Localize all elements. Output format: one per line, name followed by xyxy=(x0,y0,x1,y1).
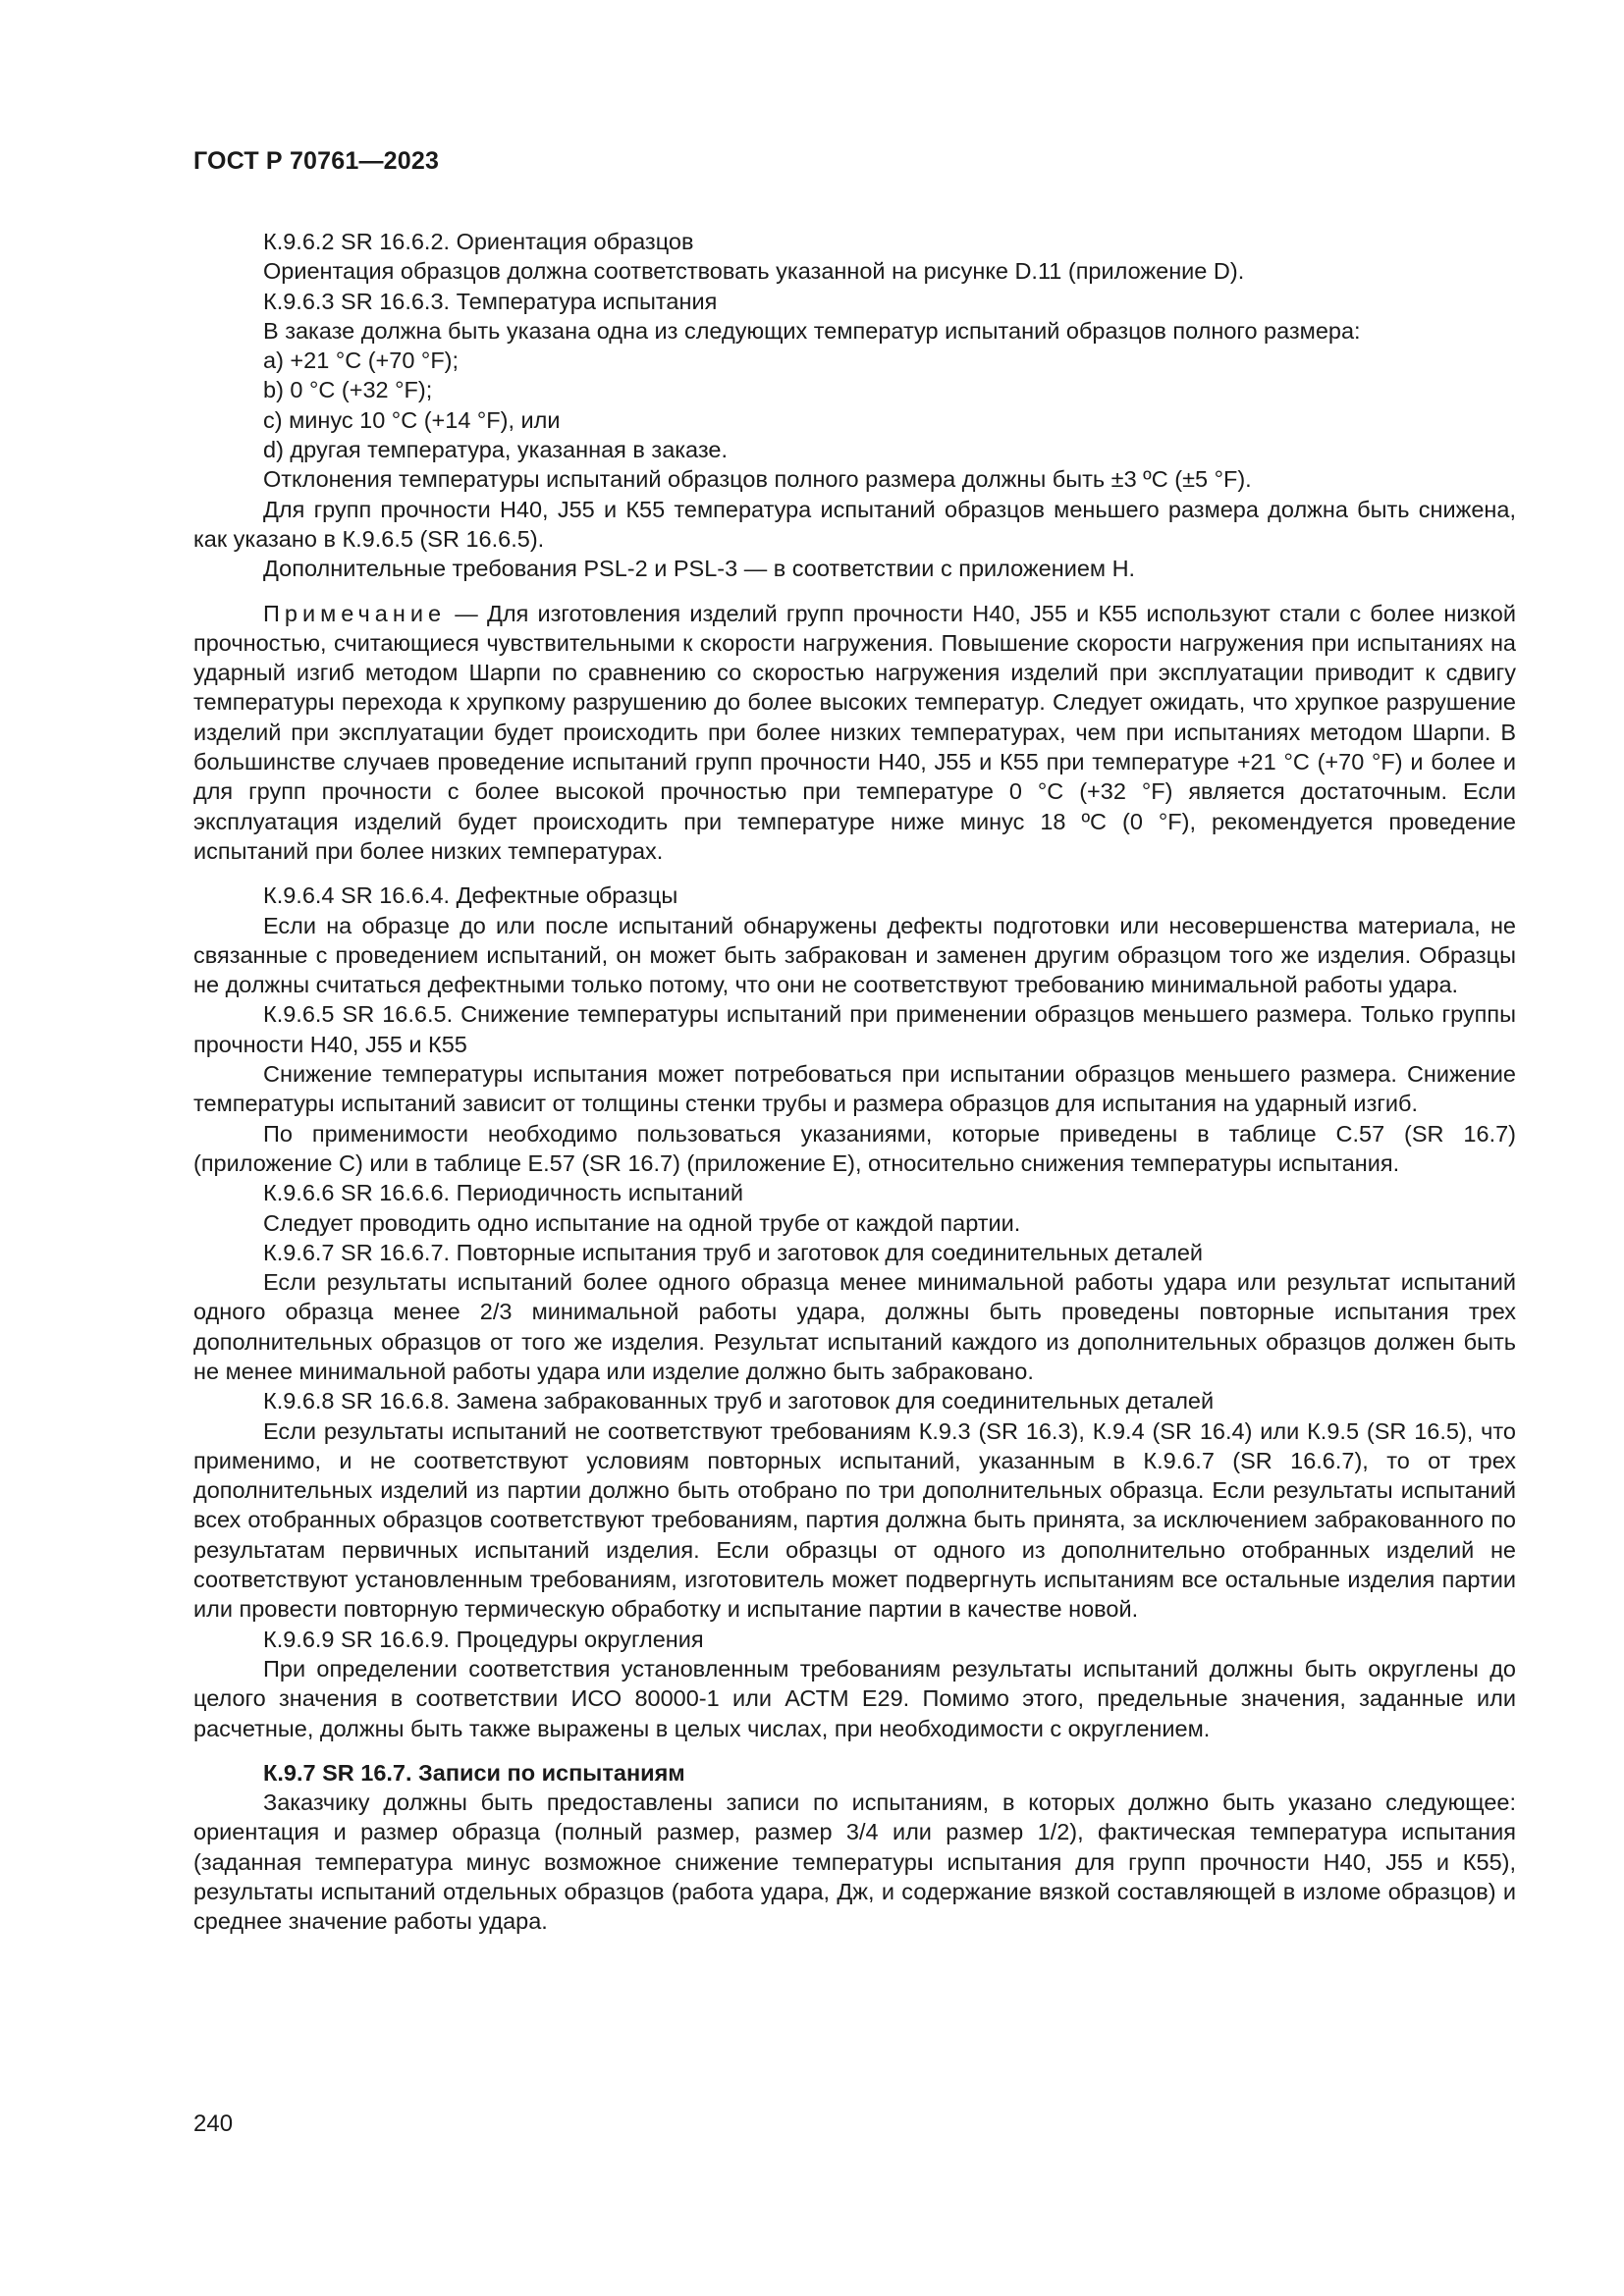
paragraph: Если результаты испытаний более одного образца менее минимальной работы удара или результат испытаний одного образца менее 2/3 минимальной работы удара, должны быть проведены повторные испытания трех дополнительных образцов от того же изделия. Результат испытаний каждого из дополнительных образцов должен быть не менее минимальной работы удара или изделие должно быть забраковано. xyxy=(193,1269,1516,1384)
note-label: Примечание xyxy=(263,600,447,626)
page-number: 240 xyxy=(193,2110,234,2137)
paragraph: При определении соответствия установленным требованиям результаты испытаний должны быть округлены до целого значения в соответствии ИСО 80000-1 или АСТМ Е29. Помимо этого, предельные значения, заданные или расчетные, должны быть также выражены в целых числах, при необходимости с округлением. xyxy=(193,1655,1516,1741)
clause-heading-k963: К.9.6.3 SR 16.6.3. Температура испытания xyxy=(263,288,718,314)
list-item-d: d) другая температура, указанная в заказе. xyxy=(263,437,728,463)
paragraph: Для групп прочности Н40, J55 и К55 температура испытаний образцов меньшего размера должна быть снижена, как указано в К.9.6.5 (SR 16.6.5). xyxy=(193,496,1516,552)
clause-heading-k967: К.9.6.7 SR 16.6.7. Повторные испытания труб и заготовок для соединительных деталей xyxy=(263,1239,1204,1265)
paragraph: Дополнительные требования PSL-2 и PSL-3 — в соответствии с приложением Н. xyxy=(263,556,1136,582)
paragraph: Следует проводить одно испытание на одной трубе от каждой партии. xyxy=(263,1209,1021,1236)
paragraph: По применимости необходимо пользоваться указаниями, которые приведены в таблице С.57 (SR 16.7) (приложение С) или в таблице Е.57 (SR 16.7) (приложение Е), относительно снижения температуры испытания. xyxy=(193,1120,1516,1176)
clause-heading-k965: К.9.6.5 SR 16.6.5. Снижение температуры испытаний при применении образцов меньшего размера. Только группы прочности Н40, J55 и К55 xyxy=(193,1001,1516,1057)
clause-heading-k966: К.9.6.6 SR 16.6.6. Периодичность испытаний xyxy=(263,1180,744,1206)
note-text: — Для изготовления изделий групп прочности Н40, J55 и К55 используют стали с более низкой прочностью, считающиеся чувствительными к скорости нагружения. Повышение скорости нагружения при испытаниях на ударный изгиб методом Шарпи по сравнению со скоростью нагружения изделий при эксплуатации приводит к сдвигу температуры перехода к хрупкому разрушению до более высоких температур. Следует ожидать, что хрупкое разрушение изделий при эксплуатации будет происходить при более низких температурах, чем при испытаниях методом Шарпи. В большинстве случаев проведение испытаний групп прочности Н40, J55 и К55 при температуре +21 °C (+70 °F) и более и для групп прочности с более высокой прочностью при температуре 0 °C (+32 °F) является достаточным. Если эксплуатация изделий будет происходить при температуре ниже минус 18 ºС (0 °F), рекомендуется проведение испытаний при более низких температурах. xyxy=(193,600,1516,864)
paragraph: Если на образце до или после испытаний обнаружены дефекты подготовки или несовершенства материала, не связанные с проведением испытаний, он может быть забракован и заменен другим образцом того же изделия. Образцы не должны считаться дефектными только потому, что они не соответствуют требованию минимальной работы удара. xyxy=(193,912,1516,998)
section-heading-k97: К.9.7 SR 16.7. Записи по испытаниям xyxy=(263,1759,685,1786)
list-item-c: c) минус 10 °C (+14 °F), или xyxy=(263,406,561,433)
list-item-b: b) 0 °C (+32 °F); xyxy=(263,377,433,403)
paragraph: Снижение температуры испытания может потребоваться при испытании образцов меньшего размера. Снижение температуры испытаний зависит от толщины стенки трубы и размера образцов для испытания на ударный изгиб. xyxy=(193,1061,1516,1117)
paragraph: В заказе должна быть указана одна из следующих температур испытаний образцов полного размера: xyxy=(263,317,1361,344)
clause-heading-k964: К.9.6.4 SR 16.6.4. Дефектные образцы xyxy=(263,882,678,909)
paragraph: Отклонения температуры испытаний образцов полного размера должны быть ±3 ºС (±5 °F). xyxy=(263,466,1252,493)
document-code-header: ГОСТ Р 70761—2023 xyxy=(193,147,440,175)
note-paragraph xyxy=(193,599,1516,867)
paragraph: Заказчику должны быть предоставлены записи по испытаниям, в которых должно быть указано следующее: ориентация и размер образца (полный размер, размер 3/4 или размер 1/2), фактическая температура испытания (заданная температура минус возможное снижение температуры испытания для групп прочности Н40, J55 и К55), результаты испытаний отдельных образцов (работа удара, Дж, и содержание вязкой составляющей в изломе образцов) и среднее значение работы удара. xyxy=(193,1789,1516,1935)
paragraph: Если результаты испытаний не соответствуют требованиям К.9.3 (SR 16.3), К.9.4 (SR 16.4) или К.9.5 (SR 16.5), что применимо, и не соответствуют условиям повторных испытаний, указанным в К.9.6.7 (SR 16.6.7), то от трех дополнительных изделий из партии должно быть отобрано по три дополнительных образца. Если результаты испытаний всех отобранных образцов соответствуют требованиям, партия должна быть принята, за исключением забракованного по результатам первичных испытаний изделия. Если образцы от одного из дополнительно отобранных изделий не соответствуют установленным требованиям, изготовитель может подвергнуть испытаниям все остальные изделия партии или провести повторную термическую обработку и испытание партии в качестве новой. xyxy=(193,1417,1516,1623)
clause-heading-k969: К.9.6.9 SR 16.6.9. Процедуры округления xyxy=(263,1626,704,1652)
paragraph: Ориентация образцов должна соответствовать указанной на рисунке D.11 (приложение D). xyxy=(263,258,1245,285)
document-body xyxy=(193,227,1516,1937)
list-item-a: a) +21 °C (+70 °F); xyxy=(263,347,460,374)
clause-heading-k968: К.9.6.8 SR 16.6.8. Замена забракованных труб и заготовок для соединительных деталей xyxy=(263,1388,1215,1415)
clause-heading-k962: К.9.6.2 SR 16.6.2. Ориентация образцов xyxy=(263,229,694,254)
